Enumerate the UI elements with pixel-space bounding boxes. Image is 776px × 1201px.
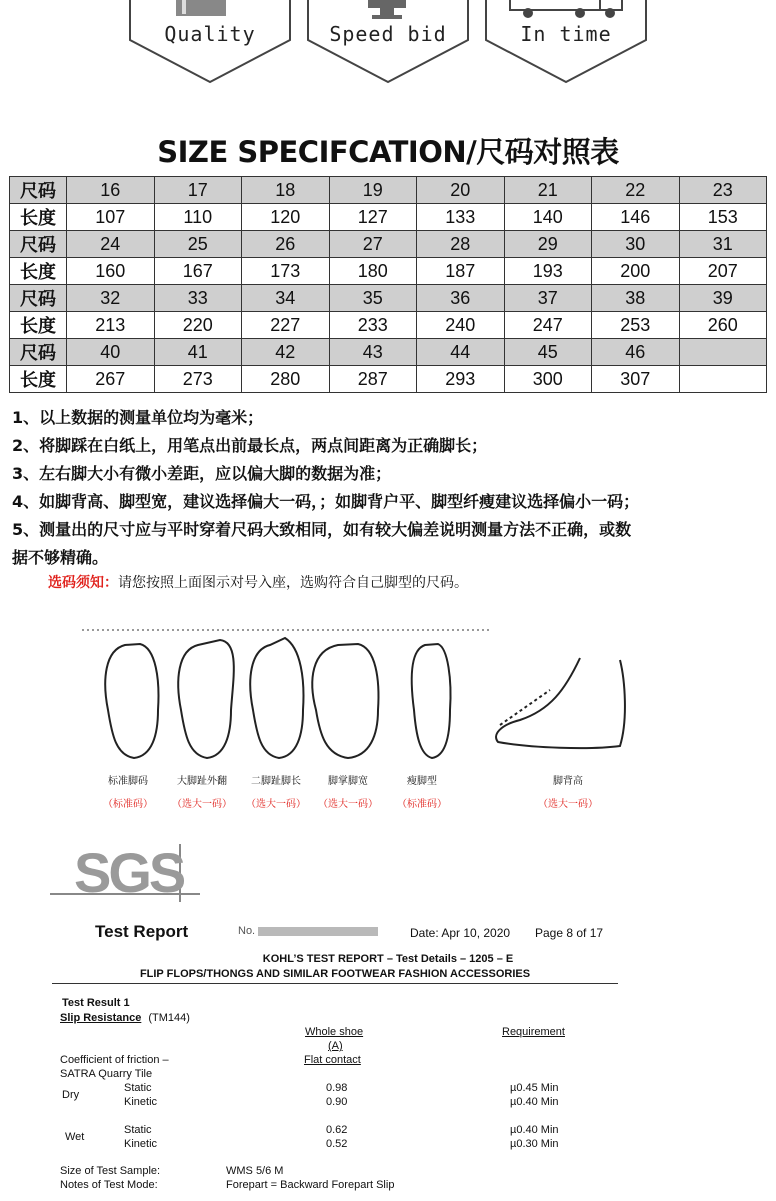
badge-quality <box>128 0 292 86</box>
length-cell: 200 <box>592 258 680 285</box>
sgs-logo-mark <box>50 840 210 902</box>
foot-type-name: 二脚趾脚长 <box>251 776 301 787</box>
size-row <box>10 231 767 258</box>
size-cell: 44 <box>417 339 505 366</box>
kinetic-value: 0.52 <box>326 1138 348 1150</box>
size-cell: 40 <box>67 339 155 366</box>
kinetic-value: 0.90 <box>326 1096 348 1108</box>
length-cell: 293 <box>417 366 505 393</box>
length-cell: 107 <box>67 204 155 231</box>
badge-speed-bid <box>306 0 470 86</box>
size-cell: 16 <box>67 177 155 204</box>
length-row <box>10 204 767 231</box>
foot-type-name: 脚掌脚宽 <box>328 776 368 787</box>
foot-outline <box>250 638 303 758</box>
note-line: 据不够精确。 <box>12 548 109 567</box>
size-cell: 45 <box>504 339 592 366</box>
length-cell: 253 <box>592 312 680 339</box>
sgs-logo-text: SGS <box>74 841 184 902</box>
length-cell: 267 <box>67 366 155 393</box>
static-label: Static <box>124 1082 152 1094</box>
sample-value: WMS 5/6 M <box>226 1165 284 1177</box>
foot-outline <box>412 644 451 758</box>
size-cell: 33 <box>154 285 242 312</box>
length-cell: 307 <box>592 366 680 393</box>
size-cell: 46 <box>592 339 680 366</box>
length-cell: 110 <box>154 204 242 231</box>
col-a: (A) <box>328 1040 343 1052</box>
foot-outline <box>312 644 378 758</box>
foot-type-illustrations <box>80 620 700 820</box>
size-cell: 35 <box>329 285 417 312</box>
size-cell: 21 <box>504 177 592 204</box>
kinetic-requirement: µ0.40 Min <box>510 1096 559 1108</box>
feature-badges <box>0 0 776 90</box>
length-row-header: 长度 <box>10 312 67 339</box>
length-cell: 187 <box>417 258 505 285</box>
length-cell: 167 <box>154 258 242 285</box>
foot-caption <box>162 772 242 810</box>
group-wet: Wet <box>65 1131 85 1143</box>
size-cell: 20 <box>417 177 505 204</box>
report-heading-2: FLIP FLOPS/THONGS AND SIMILAR FOOTWEAR FASHION ACCESSORIES <box>139 968 531 980</box>
size-row-header: 尺码 <box>10 231 67 258</box>
badge-label: Quality <box>164 22 256 46</box>
measurement-notes <box>12 404 772 572</box>
size-cell: 22 <box>592 177 680 204</box>
foot-type-name: 标准脚码 <box>108 776 148 787</box>
foot-caption <box>308 772 388 810</box>
foot-type-advice: （标准码） <box>103 799 153 810</box>
size-row <box>10 339 767 366</box>
size-row <box>10 177 767 204</box>
note-line: 1、以上数据的测量单位均为毫米； <box>12 408 264 427</box>
size-cell <box>679 339 767 366</box>
mode-label: Notes of Test Mode: <box>60 1179 158 1191</box>
static-label: Static <box>124 1124 152 1136</box>
page-title: SIZE SPECIFCATION/尺码对照表 <box>157 135 619 169</box>
foot-caption <box>382 772 462 810</box>
sample-label: Size of Test Sample: <box>60 1165 161 1177</box>
size-cell: 39 <box>679 285 767 312</box>
size-cell: 25 <box>154 231 242 258</box>
slip-code: (TM144) <box>148 1012 190 1024</box>
size-cell: 42 <box>242 339 330 366</box>
col-requirement: Requirement <box>502 1026 565 1038</box>
col-whole-shoe: Whole shoe <box>305 1026 364 1038</box>
length-cell: 127 <box>329 204 417 231</box>
foot-outline <box>105 644 158 758</box>
badge-label: In time <box>520 22 612 46</box>
length-cell: 180 <box>329 258 417 285</box>
col-flat-contact: Flat contact <box>304 1054 361 1066</box>
coefficient-line-2: SATRA Quarry Tile <box>60 1068 153 1080</box>
size-cell: 28 <box>417 231 505 258</box>
foot-type-advice: （标准码） <box>397 799 447 810</box>
length-row-header: 长度 <box>10 366 67 393</box>
length-row <box>10 258 767 285</box>
foot-caption <box>88 772 168 810</box>
size-row <box>10 285 767 312</box>
static-requirement: µ0.40 Min <box>510 1124 559 1136</box>
length-cell: 300 <box>504 366 592 393</box>
length-cell: 220 <box>154 312 242 339</box>
note-line: 5、测量出的尺寸应与平时穿着尺码大致相同，如有较大偏差说明测量方法不正确，或数 <box>12 520 632 539</box>
size-cell: 43 <box>329 339 417 366</box>
length-cell: 213 <box>67 312 155 339</box>
mode-value: Forepart = Backward Forepart Slip <box>226 1179 395 1191</box>
length-cell: 173 <box>242 258 330 285</box>
result-title: Test Result 1 <box>62 997 130 1009</box>
size-cell: 37 <box>504 285 592 312</box>
badge-in-time <box>484 0 648 86</box>
size-table <box>9 176 767 393</box>
foot-type-name: 脚背高 <box>553 776 583 787</box>
length-cell: 227 <box>242 312 330 339</box>
length-row <box>10 366 767 393</box>
length-cell: 247 <box>504 312 592 339</box>
size-cell: 30 <box>592 231 680 258</box>
size-cell: 38 <box>592 285 680 312</box>
report-number-prefix: No. <box>238 925 256 937</box>
size-cell: 26 <box>242 231 330 258</box>
note-line: 2、将脚踩在白纸上，用笔点出前最长点，两点间距离为正确脚长； <box>12 436 488 455</box>
length-cell: 146 <box>592 204 680 231</box>
size-cell: 32 <box>67 285 155 312</box>
coefficient-line-1: Coefficient of friction – <box>60 1054 169 1066</box>
length-cell <box>679 366 767 393</box>
foot-outline <box>496 658 625 748</box>
static-requirement: µ0.45 Min <box>510 1082 559 1094</box>
length-cell: 260 <box>679 312 767 339</box>
size-cell: 31 <box>679 231 767 258</box>
static-value: 0.62 <box>326 1124 348 1136</box>
slip-label: Slip Resistance <box>60 1012 142 1024</box>
size-cell: 27 <box>329 231 417 258</box>
report-date: Date: Apr 10, 2020 <box>410 926 511 940</box>
foot-outline <box>178 640 234 758</box>
size-row-header: 尺码 <box>10 285 67 312</box>
size-guide-hint <box>48 572 468 592</box>
length-cell: 240 <box>417 312 505 339</box>
note-line: 3、左右脚大小有微小差距，应以偏大脚的数据为准； <box>12 464 392 483</box>
badge-label: Speed bid <box>329 22 447 46</box>
length-cell: 153 <box>679 204 767 231</box>
size-cell: 41 <box>154 339 242 366</box>
foot-type-advice: （选大一码） <box>538 799 598 810</box>
foot-type-advice: （选大一码） <box>318 799 378 810</box>
kinetic-label: Kinetic <box>124 1096 158 1108</box>
redacted-bar <box>258 927 378 936</box>
length-cell: 160 <box>67 258 155 285</box>
length-row-header: 长度 <box>10 204 67 231</box>
length-cell: 193 <box>504 258 592 285</box>
foot-type-advice: （选大一码） <box>246 799 306 810</box>
report-number <box>238 925 378 937</box>
sgs-logo <box>50 840 210 906</box>
size-cell: 29 <box>504 231 592 258</box>
size-row-header: 尺码 <box>10 339 67 366</box>
size-cell: 23 <box>679 177 767 204</box>
group-dry: Dry <box>62 1089 80 1101</box>
divider <box>52 983 618 984</box>
size-cell: 18 <box>242 177 330 204</box>
length-cell: 233 <box>329 312 417 339</box>
report-title: Test Report <box>95 922 189 941</box>
size-cell: 19 <box>329 177 417 204</box>
length-row-header: 长度 <box>10 258 67 285</box>
size-cell: 24 <box>67 231 155 258</box>
report-page: Page 8 of 17 <box>535 926 604 940</box>
foot-caption <box>236 772 316 810</box>
length-row <box>10 312 767 339</box>
note-line: 4、如脚背高、脚型宽，建议选择偏大一码，；如脚背户平、脚型纤瘦建议选择偏小一码； <box>12 492 640 511</box>
foot-type-advice: （选大一码） <box>172 799 232 810</box>
length-cell: 280 <box>242 366 330 393</box>
kinetic-label: Kinetic <box>124 1138 158 1150</box>
kinetic-requirement: µ0.30 Min <box>510 1138 559 1150</box>
guide-text: 请您按照上面图示对号入座，选购符合自己脚型的尺码。 <box>118 575 468 591</box>
size-cell: 36 <box>417 285 505 312</box>
guide-label: 选码须知： <box>48 575 118 591</box>
feet-drawing <box>80 620 700 770</box>
length-cell: 287 <box>329 366 417 393</box>
slip-resistance <box>60 1012 190 1024</box>
length-cell: 273 <box>154 366 242 393</box>
length-cell: 133 <box>417 204 505 231</box>
size-row-header: 尺码 <box>10 177 67 204</box>
length-cell: 120 <box>242 204 330 231</box>
foot-caption <box>528 772 608 810</box>
size-cell: 17 <box>154 177 242 204</box>
foot-type-name: 大脚趾外翻 <box>177 776 227 787</box>
length-cell: 207 <box>679 258 767 285</box>
size-cell: 34 <box>242 285 330 312</box>
report-heading-1: KOHL’S TEST REPORT – Test Details – 1205 – E <box>262 953 514 965</box>
foot-type-name: 瘦脚型 <box>407 776 437 787</box>
static-value: 0.98 <box>326 1082 348 1094</box>
length-cell: 140 <box>504 204 592 231</box>
